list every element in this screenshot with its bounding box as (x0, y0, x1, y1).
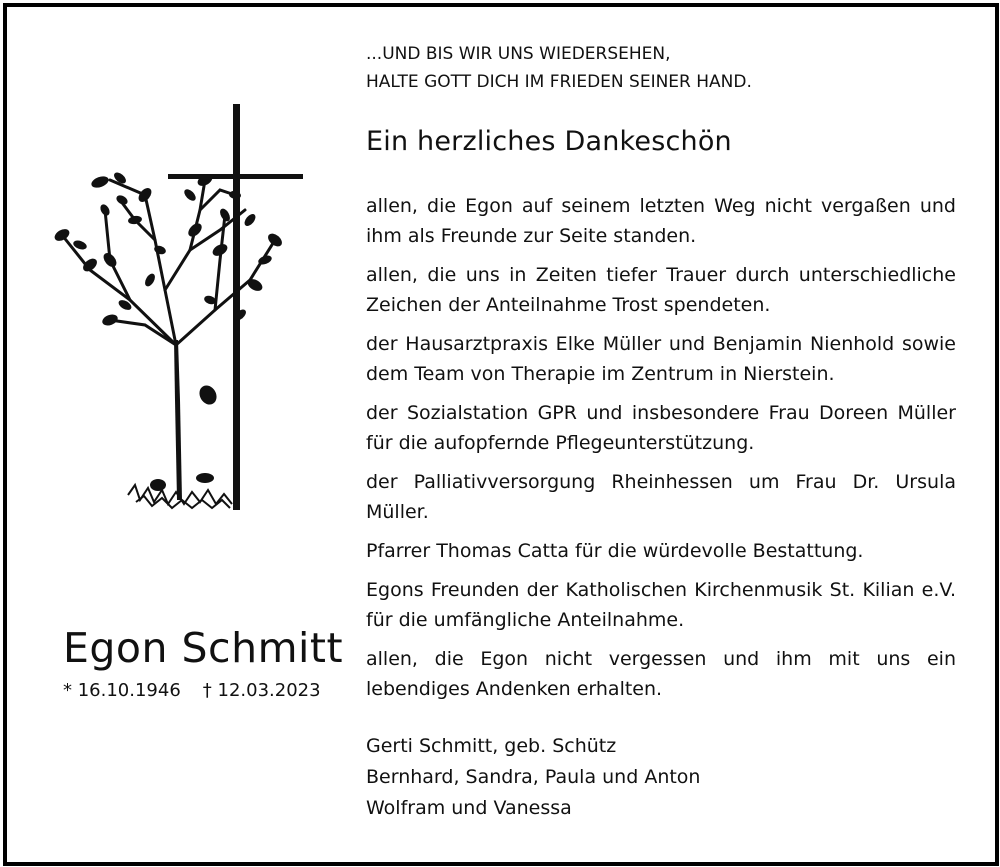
signer-line: Wolfram und Vanessa (366, 797, 572, 819)
life-dates (63, 678, 321, 704)
birth-date: * 16.10.1946 (63, 680, 181, 701)
thanks-item: der Hausarztpraxis Elke Müller und Benjamin Nienhold sowie dem Team von Therapie im Zentrum in Nierstein. (366, 333, 956, 385)
thanks-item: allen, die Egon nicht vergessen und ihm mit uns ein lebendiges Andenken erhalten. (366, 648, 956, 700)
signers (366, 731, 926, 824)
quote (366, 40, 966, 96)
thanks-item: Pfarrer Thomas Catta für die würdevolle Bestattung. (366, 540, 864, 562)
thanks-item: allen, die uns in Zeiten tiefer Trauer durch unterschiedliche Zeichen der Anteilnahme Trost spendeten. (366, 264, 956, 316)
signer-line: Bernhard, Sandra, Paula und Anton (366, 766, 701, 788)
quote-line-2: HALTE GOTT DICH IM FRIEDEN SEINER HAND. (366, 72, 752, 92)
deceased-name: Egon Schmitt (63, 624, 344, 672)
thanks-item: Egons Freunden der Katholischen Kirchenmusik St. Kilian e.V. für die umfängliche Anteilnahme. (366, 579, 956, 631)
quote-line-1: ...UND BIS WIR UNS WIEDERSEHEN, (366, 44, 671, 64)
signer-line: Gerti Schmitt, geb. Schütz (366, 735, 617, 757)
thanks-heading: Ein herzliches Dankeschön (366, 126, 732, 157)
thanks-item: der Palliativversorgung Rheinhessen um Frau Dr. Ursula Müller. (366, 471, 956, 523)
tree-with-cross-icon (50, 100, 310, 520)
thanks-item: allen, die Egon auf seinem letzten Weg nicht vergaßen und ihm als Freunde zur Seite standen. (366, 195, 956, 247)
death-date: † 12.03.2023 (202, 680, 321, 701)
thanks-item: der Sozialstation GPR und insbesondere Frau Doreen Müller für die aufopfernde Pflegeunterstützung. (366, 402, 956, 454)
thanks-list (366, 191, 956, 713)
